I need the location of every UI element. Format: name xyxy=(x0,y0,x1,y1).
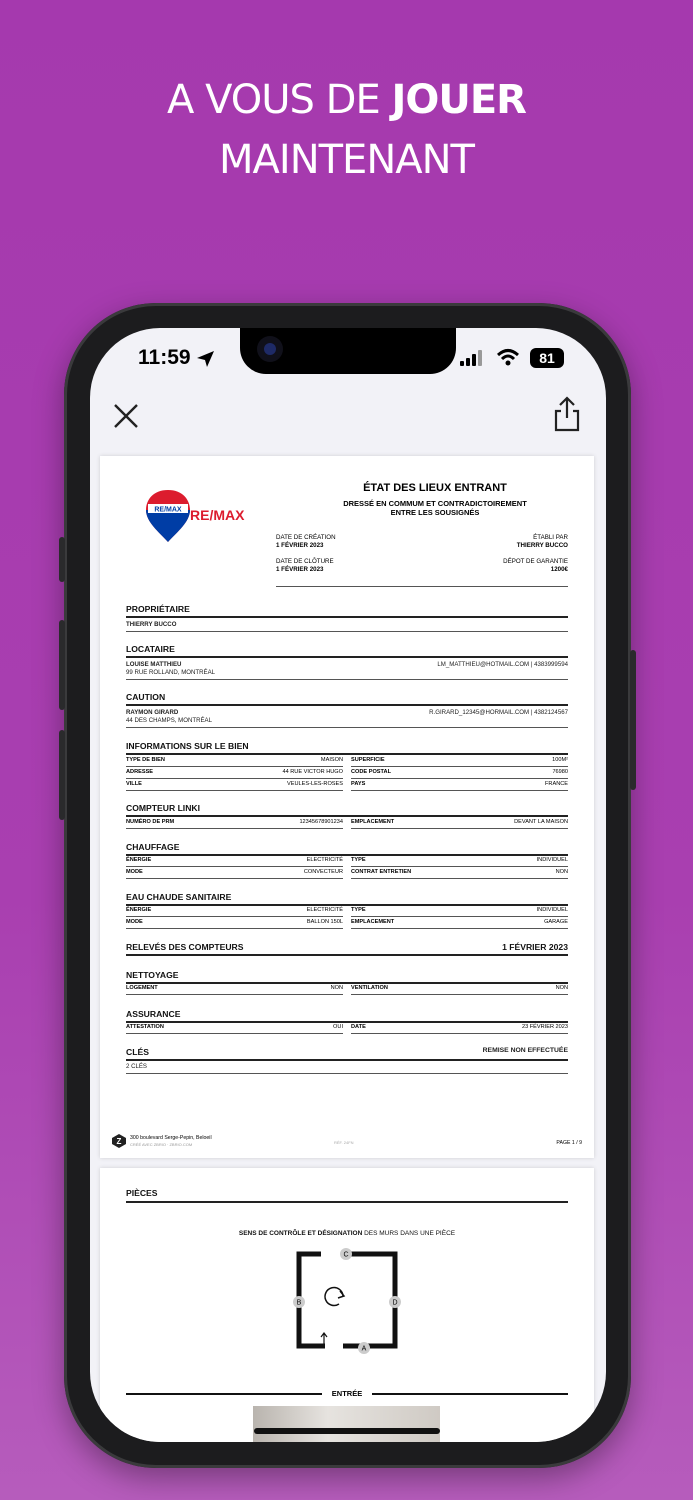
kv-value: 12345678901234 xyxy=(299,819,343,825)
headline xyxy=(0,70,693,190)
divider xyxy=(351,778,568,779)
kv-label: TYPE xyxy=(351,857,366,863)
screen xyxy=(90,328,606,1442)
divider xyxy=(351,766,568,767)
kv-label: EMPLACEMENT xyxy=(351,819,395,825)
section-pieces: PIÈCES xyxy=(126,1188,158,1198)
divider xyxy=(126,766,343,767)
svg-text:RE/MAX: RE/MAX xyxy=(154,506,182,514)
kv-value: 76980 xyxy=(552,769,568,775)
status-time: 11:59 xyxy=(138,346,191,369)
section-caution: CAUTION xyxy=(126,692,166,702)
footer-sub: CRÉÉ AVEC ZBRIO · ZBRIO.COM xyxy=(130,1142,193,1147)
room-photo[interactable] xyxy=(253,1406,440,1442)
divider xyxy=(126,727,568,728)
depot-label: DÉPOT DE GARANTIE xyxy=(503,558,568,565)
proprietaire-name: THIERRY BUCCO xyxy=(126,621,177,628)
divider xyxy=(126,994,343,995)
balloon-logo xyxy=(145,488,191,546)
volume-down-button xyxy=(59,730,65,820)
section-assurance: ASSURANCE xyxy=(126,1009,181,1019)
section-proprietaire: PROPRIÉTAIRE xyxy=(126,604,190,614)
footer-ref: RÉF. 24FN xyxy=(334,1140,354,1145)
divider xyxy=(126,656,568,658)
locataire-address: 99 RUE ROLLAND, MONTRÉAL xyxy=(126,669,216,676)
headline-line1: A VOUS DE xyxy=(167,77,392,123)
doc-title-block xyxy=(300,482,570,517)
kv-value: CONVECTEUR xyxy=(303,869,343,875)
divider xyxy=(126,954,568,956)
divider xyxy=(126,679,568,680)
entree-heading: ENTRÉE xyxy=(331,1389,363,1398)
volume-up-button xyxy=(59,620,65,710)
kv-label: NUMÉRO DE PRM xyxy=(126,819,175,825)
kv-label: MODE xyxy=(126,919,143,925)
divider xyxy=(126,1033,343,1034)
divider xyxy=(351,1033,568,1034)
kv-label: ÉNERGIE xyxy=(126,857,152,863)
section-releves: RELEVÉS DES COMPTEURS xyxy=(126,942,244,952)
signal-icon xyxy=(460,350,484,366)
cles-status: REMISE NON EFFECTUÉE xyxy=(482,1047,568,1054)
date-cloture-label: DATE DE CLÔTURE xyxy=(276,558,334,565)
footer-address: 300 boulevard Serge-Pepin, Beloeil xyxy=(130,1135,212,1141)
divider xyxy=(126,1059,568,1061)
divider xyxy=(351,994,568,995)
divider xyxy=(126,866,343,867)
zbrio-logo-icon xyxy=(112,1134,126,1148)
battery-icon: 81 xyxy=(530,348,564,368)
kv-label: ATTESTATION xyxy=(126,1024,164,1030)
kv-label: MODE xyxy=(126,869,143,875)
home-indicator[interactable] xyxy=(254,1428,440,1434)
sens-caption-bold: SENS DE CONTRÔLE ET DÉSIGNATION xyxy=(238,1230,363,1237)
divider xyxy=(126,1201,568,1203)
divider xyxy=(126,916,343,917)
divider xyxy=(126,704,568,706)
locataire-contact: LM_MATTHIEU@HOTMAIL.COM | 4383999594 xyxy=(437,661,568,668)
kv-label: TYPE DE BIEN xyxy=(126,757,165,763)
kv-value: OUI xyxy=(333,1024,343,1030)
divider xyxy=(126,1073,568,1074)
notch xyxy=(240,328,456,374)
camera xyxy=(257,336,283,362)
headline-line2: MAINTENANT xyxy=(219,137,474,183)
headline-bold: JOUER xyxy=(391,77,526,123)
location-arrow-icon xyxy=(196,350,216,368)
divider xyxy=(126,790,343,791)
divider xyxy=(126,1021,568,1023)
kv-label: TYPE xyxy=(351,907,366,913)
document-page-2[interactable] xyxy=(100,1168,594,1442)
caution-address: 44 DES CHAMPS, MONTRÉAL xyxy=(126,717,213,724)
kv-label: DATE xyxy=(351,1024,366,1030)
sens-caption-rest: DES MURS DANS UNE PIÈCE xyxy=(362,1230,456,1237)
section-chauffage: CHAUFFAGE xyxy=(126,842,180,852)
etabli: THIERRY BUCCO xyxy=(516,542,568,549)
divider xyxy=(126,828,343,829)
kv-label: ÉNERGIE xyxy=(126,907,152,913)
kv-label: CODE POSTAL xyxy=(351,769,391,775)
caution-contact: R.GIRARD_12345@HORMAIL.COM | 4382124567 xyxy=(429,709,568,716)
divider xyxy=(126,878,343,879)
section-nettoyage: NETTOYAGE xyxy=(126,970,179,980)
kv-value: 100M² xyxy=(552,757,568,763)
room-wall-diagram xyxy=(285,1246,405,1358)
kv-label: LOGEMENT xyxy=(126,985,158,991)
date-cloture: 1 FÉVRIER 2023 xyxy=(276,566,324,573)
wall-label-b: B xyxy=(296,1299,302,1307)
kv-label: VILLE xyxy=(126,781,142,787)
kv-value: MAISON xyxy=(320,757,343,763)
header-divider xyxy=(276,586,568,587)
divider xyxy=(126,631,568,632)
close-icon[interactable] xyxy=(112,402,140,430)
cles-value: 2 CLÉS xyxy=(126,1063,148,1070)
kv-value: BALLON 150L xyxy=(306,919,343,925)
kv-label: CONTRAT ENTRETIEN xyxy=(351,869,412,875)
silent-switch xyxy=(59,537,65,582)
doc-title: ÉTAT DES LIEUX ENTRANT xyxy=(363,482,507,494)
divider xyxy=(351,928,568,929)
divider xyxy=(126,982,568,984)
sens-caption xyxy=(100,1230,594,1237)
divider xyxy=(126,815,568,817)
kv-label: ADRESSE xyxy=(126,769,154,775)
kv-value: 44 RUE VICTOR HUGO xyxy=(282,769,343,775)
divider xyxy=(372,1393,568,1395)
kv-value: DEVANT LA MAISON xyxy=(514,819,568,825)
divider xyxy=(351,878,568,879)
depot: 1200€ xyxy=(550,566,568,573)
footer-page-number: PAGE 1 / 9 xyxy=(556,1140,582,1146)
divider xyxy=(126,753,568,755)
divider xyxy=(351,916,568,917)
remax-logo-text: RE/MAX xyxy=(190,507,245,523)
kv-value: NON xyxy=(330,985,343,991)
divider xyxy=(126,616,568,618)
document-page-1[interactable] xyxy=(100,456,594,1158)
divider xyxy=(351,828,568,829)
caution-name: RAYMON GIRARD xyxy=(126,709,179,716)
divider xyxy=(126,854,568,856)
section-locataire: LOCATAIRE xyxy=(126,644,175,654)
share-icon[interactable] xyxy=(552,396,582,432)
kv-value: INDIVIDUEL xyxy=(536,907,568,913)
kv-value: NON xyxy=(555,985,568,991)
kv-value: ELECTRICITÉ xyxy=(306,907,343,913)
section-cles: CLÉS xyxy=(126,1047,149,1057)
divider xyxy=(351,790,568,791)
divider xyxy=(351,866,568,867)
divider xyxy=(126,778,343,779)
etabli-label: ÉTABLI PAR xyxy=(533,534,568,541)
date-creation: 1 FÉVRIER 2023 xyxy=(276,542,324,549)
releves-date: 1 FÉVRIER 2023 xyxy=(502,942,568,952)
kv-label: SUPERFICIE xyxy=(351,757,385,763)
kv-label: EMPLACEMENT xyxy=(351,919,395,925)
wall-label-d: D xyxy=(392,1299,398,1307)
doc-subtitle-1: DRESSÉ EN COMMUM ET CONTRADICTOIREMENT xyxy=(343,499,527,508)
wall-label-c: C xyxy=(343,1251,349,1259)
kv-label: PAYS xyxy=(351,781,366,787)
section-info-bien: INFORMATIONS SUR LE BIEN xyxy=(126,741,249,751)
doc-subtitle-2: ENTRE LES SOUSIGNÉS xyxy=(390,508,480,517)
kv-value: NON xyxy=(555,869,568,875)
kv-value: FRANCE xyxy=(545,781,568,787)
section-compteur-linki: COMPTEUR LINKI xyxy=(126,803,200,813)
svg-text:Z: Z xyxy=(116,1137,122,1146)
kv-value: 23 FÉVRIER 2023 xyxy=(521,1024,568,1030)
divider xyxy=(126,928,343,929)
section-eau-chaude: EAU CHAUDE SANITAIRE xyxy=(126,892,232,902)
date-creation-label: DATE DE CRÉATION xyxy=(276,534,336,541)
kv-value: INDIVIDUEL xyxy=(536,857,568,863)
wifi-icon xyxy=(496,348,520,366)
kv-value: ELECTRICITÉ xyxy=(306,857,343,863)
kv-label: VENTILATION xyxy=(351,985,388,991)
wall-label-a: A xyxy=(361,1345,367,1353)
kv-value: GARAGE xyxy=(544,919,568,925)
divider xyxy=(126,904,568,906)
locataire-name: LOUISE MATTHIEU xyxy=(126,661,182,668)
kv-value: VEULES-LES-ROSES xyxy=(287,781,343,787)
power-button xyxy=(630,650,636,790)
